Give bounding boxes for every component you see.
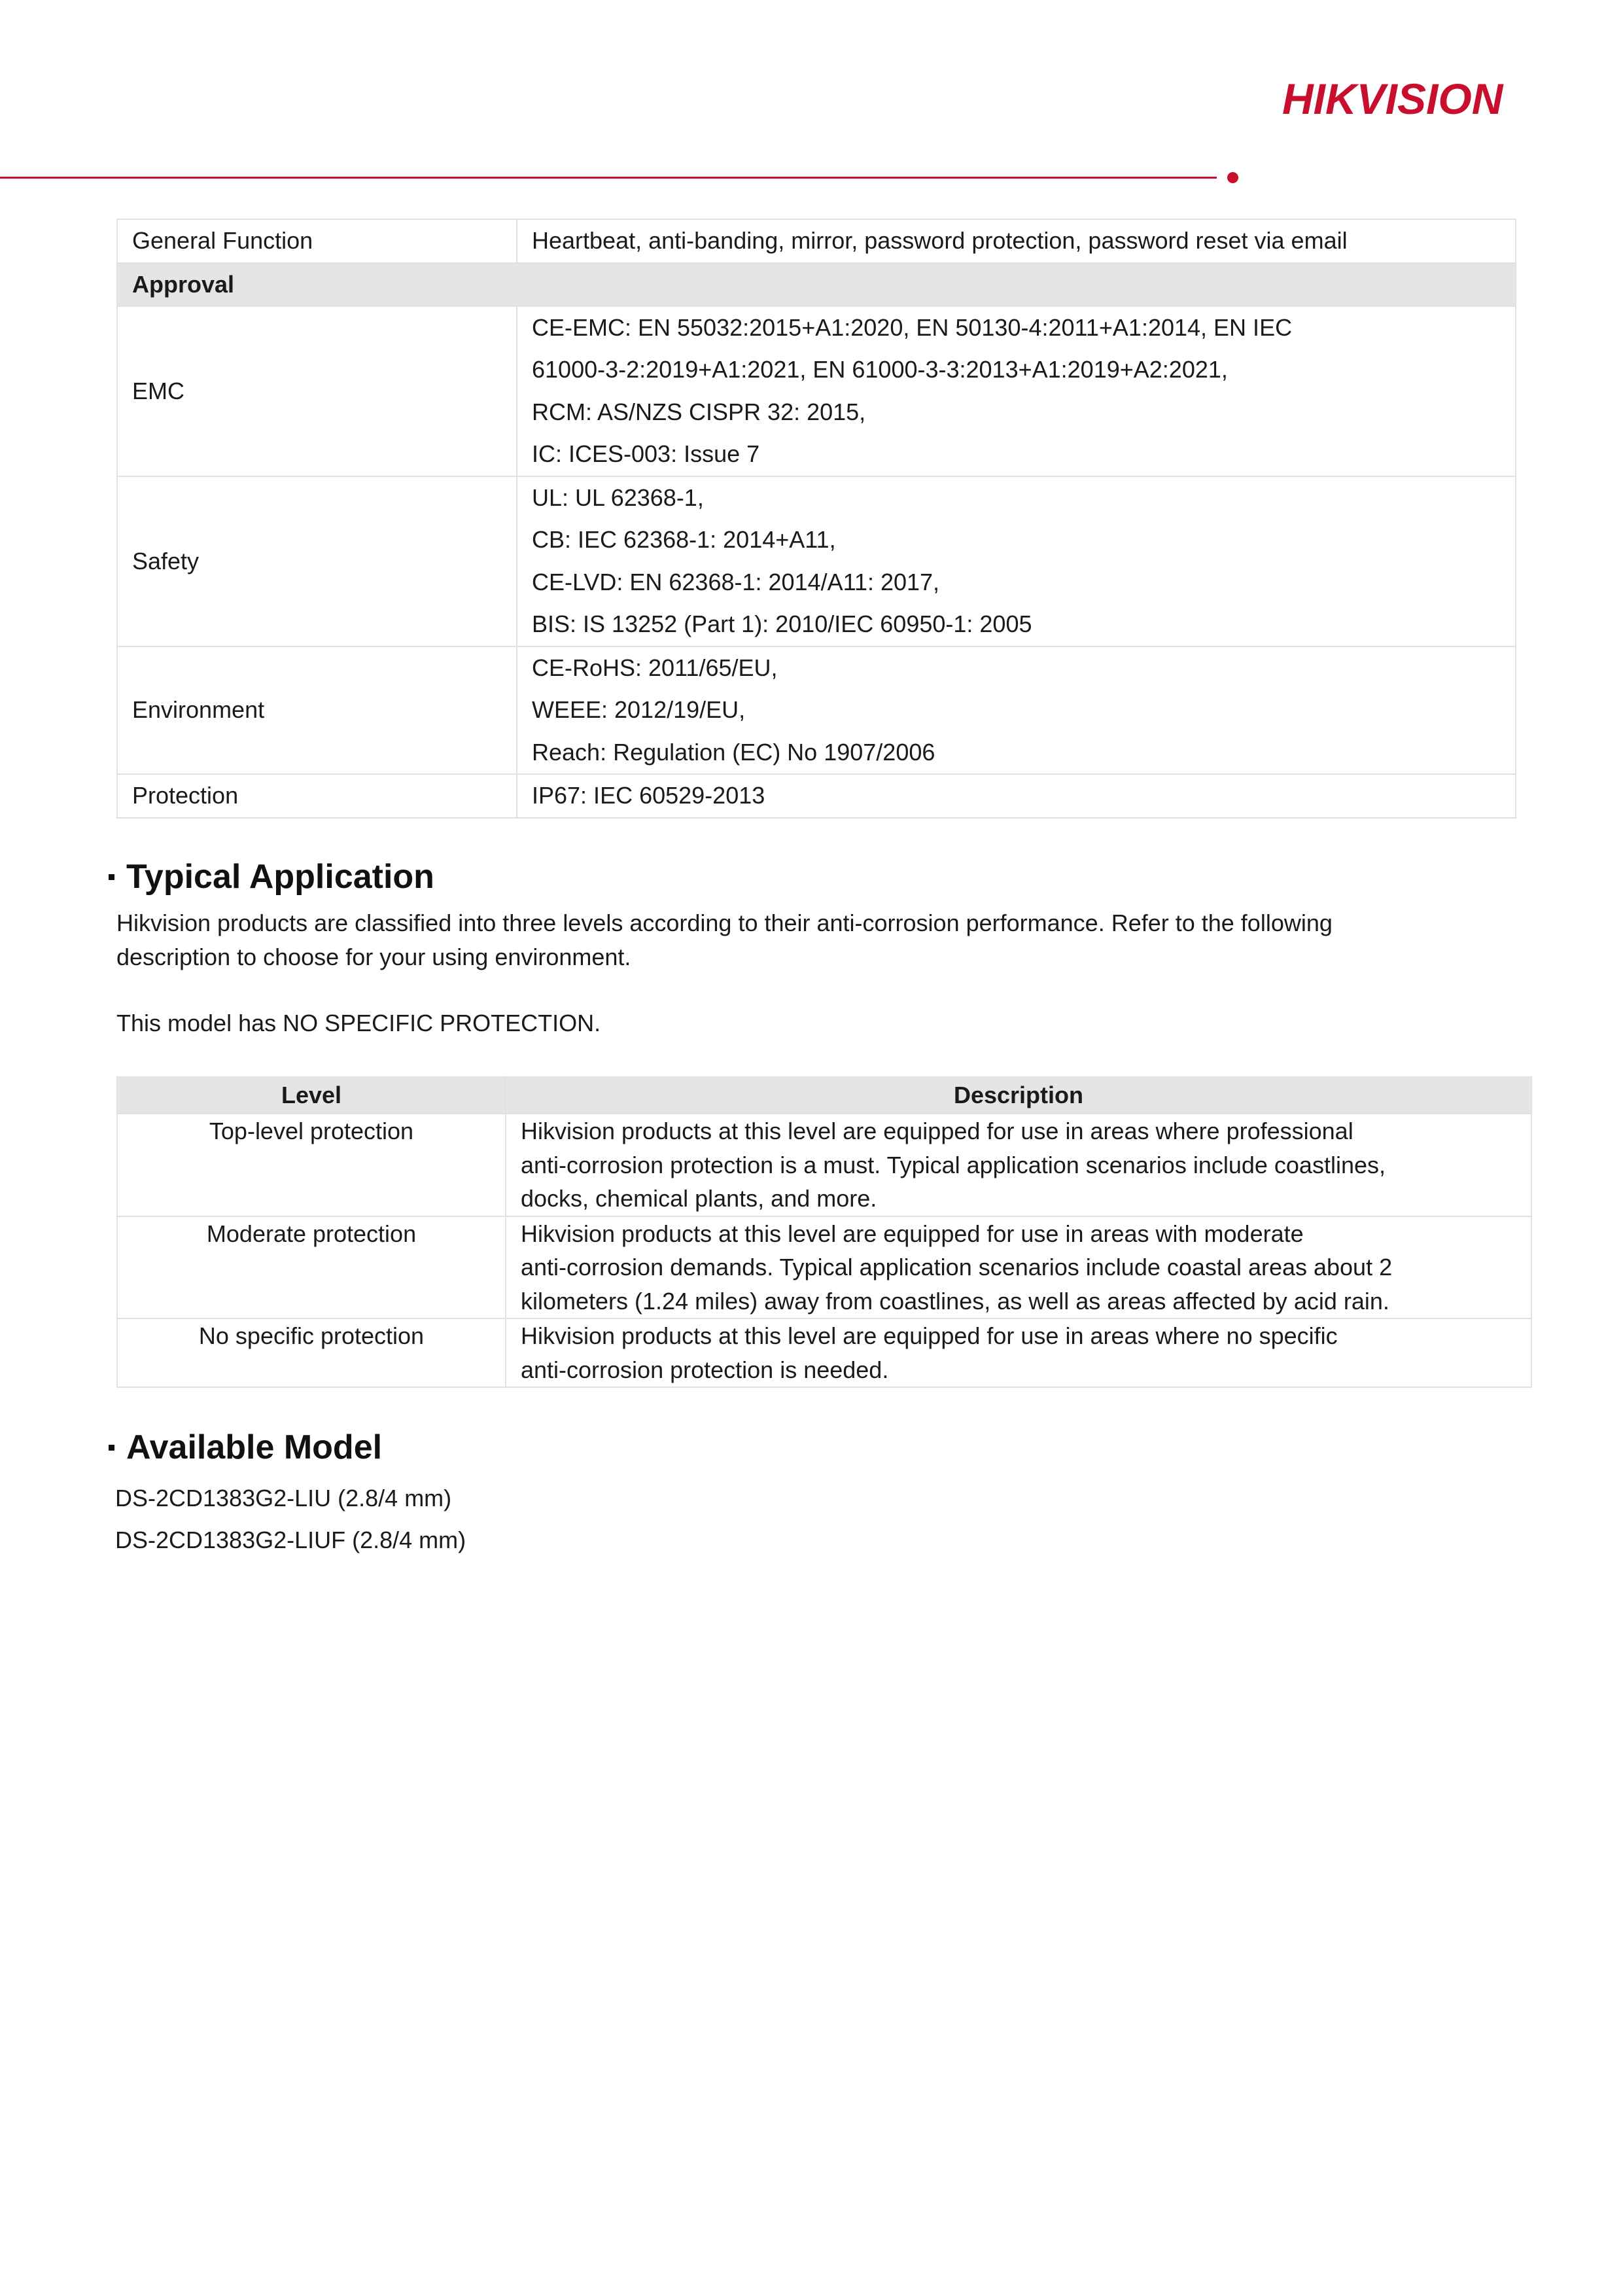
logo-text: HIKVISION [1282,75,1503,123]
table-row [117,646,1516,775]
table-header-row [117,1077,1531,1114]
description-line: docks, chemical plants, and more. [521,1185,877,1212]
model-list [115,1477,466,1561]
description-line: kilometers (1.24 miles) away from coastlines, as well as areas affected by acid rain. [521,1287,1389,1315]
spec-line: CB: IEC 62368-1: 2014+A11, [532,526,836,553]
level-cell [117,1216,506,1319]
spec-line: IP67: IEC 60529-2013 [532,782,765,809]
intro-paragraph [116,906,1503,974]
table-row [117,774,1516,818]
description-cell [506,1216,1531,1319]
description-line: Hikvision products at this level are equipped for use in areas where no specific [521,1322,1338,1349]
table-row [117,476,1516,646]
spec-line: WEEE: 2012/19/EU, [532,696,746,723]
corrosion-table [116,1076,1532,1388]
heading-text: Available Model [126,1428,383,1466]
section-heading [109,857,434,896]
table-row [117,1216,1531,1319]
spec-line: 61000-3-2:2019+A1:2021, EN 61000-3-3:2013+A1:2019+A2:2021, [532,356,1228,383]
header-rule [0,177,1217,179]
section-header: Approval [117,263,1516,306]
table-row [117,1318,1531,1387]
description-line: anti-corrosion protection is needed. [521,1356,889,1383]
spec-label: EMC [117,306,517,476]
spec-line: CE-RoHS: 2011/65/EU, [532,654,778,681]
intro-line: Hikvision products are classified into three levels according to their anti-corrosion performance. Refer to the following [116,910,1333,936]
spec-table [116,219,1516,819]
spec-line: Reach: Regulation (EC) No 1907/2006 [532,738,935,766]
spec-line: IC: ICES-003: Issue 7 [532,440,760,467]
section-heading [109,1428,382,1467]
list-item: DS-2CD1383G2-LIUF (2.8/4 mm) [115,1527,466,1553]
description-cell [506,1114,1531,1216]
hikvision-logo [1282,73,1557,126]
list-item: DS-2CD1383G2-LIU (2.8/4 mm) [115,1485,452,1511]
spec-value [517,646,1516,775]
spec-line: UL: UL 62368-1, [532,484,704,511]
spec-line: BIS: IS 13252 (Part 1): 2010/IEC 60950-1: 2005 [532,610,1032,637]
description-line: Hikvision products at this level are equipped for use in areas where professional [521,1118,1353,1144]
table-row [117,306,1516,476]
spec-value [517,476,1516,646]
column-header-description: Description [506,1077,1531,1114]
spec-line: RCM: AS/NZS CISPR 32: 2015, [532,398,866,425]
spec-value [517,774,1516,818]
column-header-level: Level [117,1077,506,1114]
spec-line: CE-EMC: EN 55032:2015+A1:2020, EN 50130-4:2011+A1:2014, EN IEC [532,313,1293,341]
table-row [117,219,1516,263]
spec-line: CE-LVD: EN 62368-1: 2014/A11: 2017, [532,568,940,595]
spec-label: Environment [117,646,517,775]
section-row [117,263,1516,306]
description-line: anti-corrosion demands. Typical application scenarios include coastal areas about 2 [521,1254,1393,1280]
model-note: This model has NO SPECIFIC PROTECTION. [116,1010,601,1036]
spec-value: Heartbeat, anti-banding, mirror, password protection, password reset via email [517,219,1516,263]
square-bullet-icon [109,874,114,880]
description-line: anti-corrosion protection is a must. Typical application scenarios include coastlines, [521,1151,1386,1178]
spec-label: Protection [117,774,517,818]
heading-text: Typical Application [126,858,434,896]
description-cell [506,1318,1531,1387]
spec-value [517,306,1516,476]
level-text: No specific protection [198,1322,425,1349]
square-bullet-icon [109,1445,114,1451]
level-cell [117,1318,506,1387]
level-cell [117,1114,506,1216]
intro-line: description to choose for your using environment. [116,944,631,970]
level-text: Top-level protection [209,1118,414,1144]
spec-label: Safety [117,476,517,646]
level-text: Moderate protection [206,1220,417,1247]
description-line: Hikvision products at this level are equipped for use in areas with moderate [521,1220,1304,1247]
spec-label: General Function [117,219,517,263]
header-dot [1227,172,1238,183]
table-row [117,1114,1531,1216]
